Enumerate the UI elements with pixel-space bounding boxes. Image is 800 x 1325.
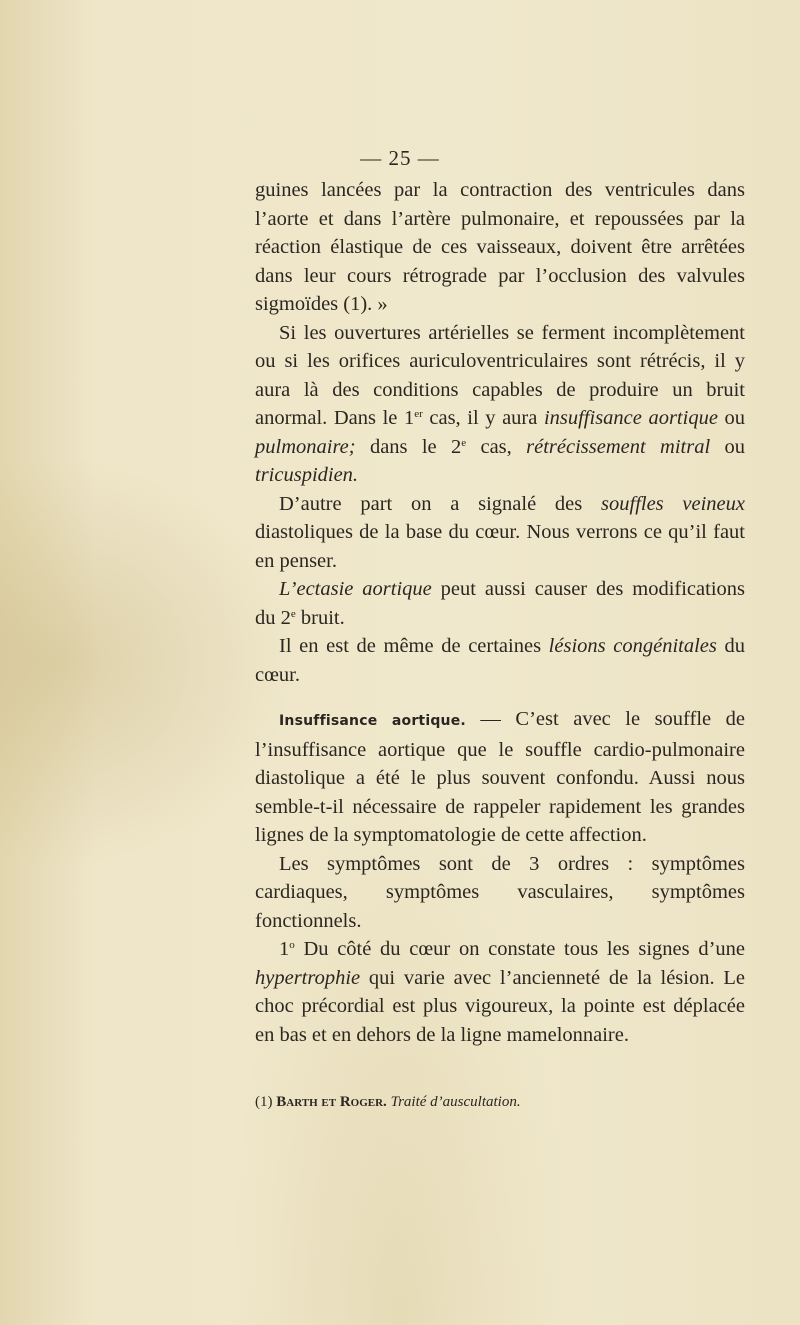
body-text bbox=[255, 176, 745, 1049]
paragraph-4: L’ectasie aortique peut aussi causer des modifications du 2e bruit. bbox=[255, 578, 745, 629]
emphasis-retrecissement-mitral: rétrécissement mitral bbox=[526, 435, 711, 458]
emphasis-souffles-veineux: souffles veineux bbox=[601, 492, 746, 515]
section-heading: Insuffisance aortique. bbox=[279, 713, 466, 729]
footnote: (1) Barth et Roger. Traité d’auscultation. bbox=[255, 1094, 521, 1110]
emphasis-insuffisance-aortique: insuffisance aortique bbox=[543, 407, 718, 429]
footnote-title: Traité d’auscultation. bbox=[390, 1094, 521, 1110]
emphasis-hypertrophie: hypertrophie bbox=[255, 966, 361, 989]
page-number: — 25 — bbox=[360, 146, 440, 170]
emphasis-pulmonaire: pulmonaire; bbox=[255, 435, 356, 458]
paragraph-1: guines lancées par la contraction des ventricules dans l’aorte et dans l’artère pulmonaire, et repoussées par la réaction élastique de ces vaisseaux, doivent être arrêtées dans leur cours rétrograde par l’occlusion des valvules sigmoïdes (1). » bbox=[255, 179, 745, 315]
paragraph-5: Il en est de même de certaines lésions congénitales du cœur. bbox=[255, 635, 745, 686]
emphasis-tricuspidien: tricuspidien. bbox=[255, 464, 359, 486]
emphasis-lesions-congenitales: lésions congénitales bbox=[548, 635, 717, 657]
paragraph-6: Insuffisance aortique. — C’est avec le souffle de l’insuffisance aortique que le souffle cardio-pulmonaire diastolique a été le plus souvent confondu. Aussi nous semble-t-il nécessaire de rappeler rapidement les grandes lignes de la symptomatologie de cette affection. bbox=[255, 708, 745, 846]
footnote-authors: Barth et Roger. bbox=[276, 1094, 387, 1110]
paragraph-7: Les symptômes sont de 3 ordres : symptômes cardiaques, symptômes vasculaires, symptômes fonctionnels. bbox=[255, 852, 745, 932]
paragraph-8: 1$^o$ Du côté du cœur on constate tous les signes d’une hypertrophie qui varie avec l’ancienneté de la lésion. Le choc précordial est plus vigoureux, la pointe est déplacée en bas et en dehors de la ligne mamelonnaire. bbox=[255, 938, 745, 1046]
paragraph-3: D’autre part on a signalé des souffles veineux diastoliques de la base du cœur. Nous verrons ce qu’il faut en penser. bbox=[255, 492, 746, 572]
emphasis-ectasie-aortique: L’ectasie aortique bbox=[279, 578, 432, 600]
paragraph-2: Si les ouvertures artérielles se ferment incomplètement ou si les orifices auriculoventriculaires sont rétrécis, il y aura là des conditions capables de produire un bruit anormal. Dans le 1er cas, il y aura insuffisance aortique ou pulmonaire; dans le 2e cas, rétrécissement mitral ou tricuspidien. bbox=[255, 321, 746, 486]
